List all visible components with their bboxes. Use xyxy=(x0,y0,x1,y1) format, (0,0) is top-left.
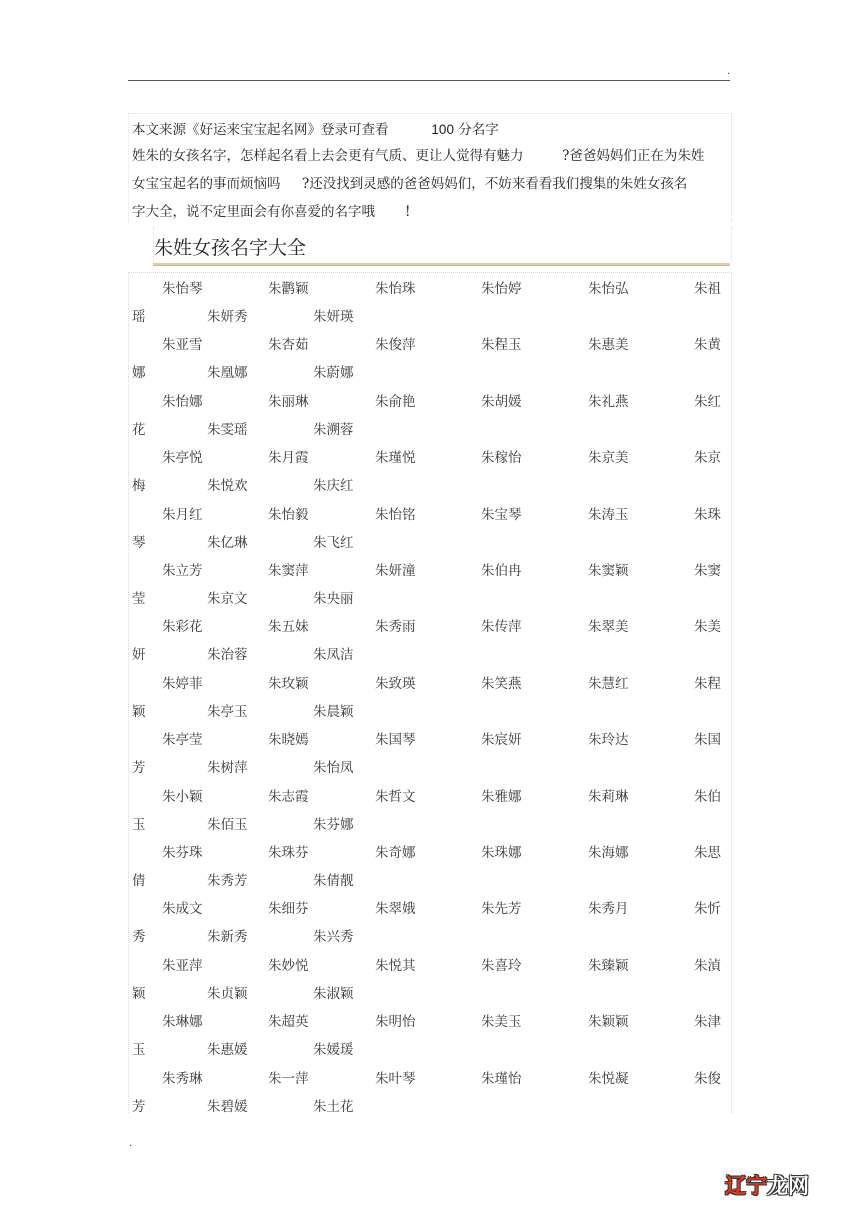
name-item: 朱妍秀 xyxy=(207,309,248,325)
name-item: 朱津 xyxy=(694,1014,721,1031)
name-item: 朱亭莹 xyxy=(162,732,203,749)
name-item: 朱珠 xyxy=(694,506,721,523)
name-item: 朱传萍 xyxy=(481,619,522,636)
name-item: 朱凤洁 xyxy=(313,647,354,664)
name-group xyxy=(129,954,731,1010)
name-group xyxy=(129,446,731,502)
name-item: 朱佰玉 xyxy=(207,816,248,833)
name-item: 朱溯蓉 xyxy=(313,421,354,438)
footer-dot: . xyxy=(129,1138,133,1149)
name-item: 朱秀琳 xyxy=(162,1070,203,1087)
name-item: 朱哲文 xyxy=(375,788,416,805)
name-item: 莹 xyxy=(132,591,146,607)
name-item: 朱媛瑗 xyxy=(313,1042,354,1059)
source-text: 本文来源《好运来宝宝起名网》登录可查看 xyxy=(132,122,389,138)
section-heading-box xyxy=(153,227,732,263)
name-item: 朱悦其 xyxy=(375,957,416,974)
intro-line-1 xyxy=(132,118,499,138)
score-label: 分名字 xyxy=(458,122,499,138)
name-group xyxy=(129,841,731,897)
name-item: 朱程玉 xyxy=(481,337,522,354)
section-heading: 朱姓女孩名字大全 xyxy=(154,237,307,259)
score-number: 100 xyxy=(431,122,454,137)
name-group xyxy=(129,1067,731,1123)
watermark-part-a: 辽宁 xyxy=(725,1174,767,1198)
name-item: 朱怡珠 xyxy=(375,281,416,297)
name-item: 朱央丽 xyxy=(313,591,354,607)
name-item: 朱秀雨 xyxy=(375,619,416,636)
name-item: 朱亿琳 xyxy=(207,534,248,551)
name-item: 朱国 xyxy=(694,732,721,749)
name-item: 朱臻颖 xyxy=(588,957,629,974)
name-item: 朱碧媛 xyxy=(207,1098,248,1115)
name-group xyxy=(129,1010,731,1066)
name-item: 朱月红 xyxy=(162,506,203,523)
name-item: 朱立芳 xyxy=(162,563,203,579)
name-item: 朱秀芳 xyxy=(207,873,248,889)
name-item: 朱治蓉 xyxy=(207,647,248,664)
watermark-part-b: 龙网 xyxy=(767,1174,809,1198)
name-item: 朱怡琴 xyxy=(162,281,203,297)
name-group xyxy=(129,390,731,446)
name-item: 朱惠媛 xyxy=(207,1042,248,1059)
name-item: 朱怡凤 xyxy=(313,760,354,777)
name-item: 朱悦欢 xyxy=(207,478,248,495)
name-item: 梅 xyxy=(132,478,146,495)
intro-line-2 xyxy=(132,144,704,164)
name-group xyxy=(129,785,731,841)
name-item: 朱妍瑛 xyxy=(313,309,354,325)
header-rule xyxy=(128,80,730,81)
name-item: 朱翠美 xyxy=(588,619,629,636)
name-item: 朱瑾怡 xyxy=(481,1070,522,1087)
name-item: 朱淑颖 xyxy=(313,985,354,1002)
name-item: 琴 xyxy=(132,534,146,551)
name-item: 朱秀月 xyxy=(588,901,629,918)
name-item: 朱一萍 xyxy=(268,1070,309,1087)
name-group xyxy=(129,728,731,784)
name-item: 芳 xyxy=(132,1098,146,1115)
name-item: 朱京文 xyxy=(207,591,248,607)
name-item: 娜 xyxy=(132,365,146,382)
name-item: 朱新秀 xyxy=(207,929,248,946)
name-item: 朱喜玲 xyxy=(481,957,522,974)
name-item: 朱稼怡 xyxy=(481,450,522,467)
name-item: 朱杏茹 xyxy=(268,337,309,354)
name-item: 妍 xyxy=(132,647,146,664)
name-item: 朱慧红 xyxy=(588,675,629,692)
name-item: 朱颖颖 xyxy=(588,1014,629,1031)
name-item: 朱窦萍 xyxy=(268,563,309,579)
name-item: 朱树萍 xyxy=(207,760,248,777)
name-item: 朱莉琳 xyxy=(588,788,629,805)
name-item: 花 xyxy=(132,421,146,438)
name-group xyxy=(129,333,731,389)
name-item: 瑶 xyxy=(132,309,146,325)
name-item: 朱成文 xyxy=(162,901,203,918)
name-group xyxy=(129,897,731,953)
name-item: 朱俊 xyxy=(694,1070,721,1087)
name-item: 朱怡婷 xyxy=(481,281,522,297)
name-item: 朱兴秀 xyxy=(313,929,354,946)
name-item: 朱黄 xyxy=(694,337,721,354)
name-item: 朱晨颖 xyxy=(313,703,354,720)
intro-text: 姓朱的女孩名字，怎样起名看上去会更有气质、更让人觉得有魅力 xyxy=(132,148,524,164)
name-item: 朱叶琴 xyxy=(375,1070,416,1087)
name-item: 朱彩花 xyxy=(162,619,203,636)
intro-line-4 xyxy=(132,200,410,220)
name-item: 朱礼燕 xyxy=(588,393,629,410)
name-group xyxy=(129,277,731,333)
name-group xyxy=(129,672,731,728)
name-group xyxy=(129,503,731,559)
name-item: 朱奇娜 xyxy=(375,845,416,861)
name-item: 玉 xyxy=(132,1042,146,1059)
name-group xyxy=(129,559,731,615)
name-item: 朱琳娜 xyxy=(162,1014,203,1031)
name-item: 朱俞艳 xyxy=(375,393,416,410)
name-item: 秀 xyxy=(132,929,146,946)
name-item: 朱贞颖 xyxy=(207,985,248,1002)
name-item: 朱玲达 xyxy=(588,732,629,749)
name-item: 朱珠芬 xyxy=(268,845,309,861)
name-list xyxy=(128,272,732,1113)
name-item: 朱祖 xyxy=(694,281,721,297)
name-item: 朱国琴 xyxy=(375,732,416,749)
name-item: 颖 xyxy=(132,703,146,720)
name-item: 朱亭玉 xyxy=(207,703,248,720)
name-item: 朱晓嫣 xyxy=(268,732,309,749)
name-item: 朱亚雪 xyxy=(162,337,203,354)
name-item: 朱鹳颖 xyxy=(268,281,309,297)
name-item: 朱明怡 xyxy=(375,1014,416,1031)
name-item: 玉 xyxy=(132,816,146,833)
name-item: 朱志霞 xyxy=(268,788,309,805)
name-item: 朱亚萍 xyxy=(162,957,203,974)
name-item: 朱怡娜 xyxy=(162,393,203,410)
name-item: 朱丽琳 xyxy=(268,393,309,410)
name-item: 朱婷菲 xyxy=(162,675,203,692)
heading-underline xyxy=(153,263,730,266)
name-item: 朱凰娜 xyxy=(207,365,248,382)
name-item: 朱超英 xyxy=(268,1014,309,1031)
name-item: 朱先芳 xyxy=(481,901,522,918)
name-item: 朱蔚娜 xyxy=(313,365,354,382)
name-item: 朱忻 xyxy=(694,901,721,918)
name-item: 朱倩靓 xyxy=(313,873,354,889)
name-item: 朱细芬 xyxy=(268,901,309,918)
name-item: 朱美 xyxy=(694,619,721,636)
name-item: 朱雅娜 xyxy=(481,788,522,805)
name-item: 朱庆红 xyxy=(313,478,354,495)
name-item: 朱红 xyxy=(694,393,721,410)
name-item: 朱涛玉 xyxy=(588,506,629,523)
name-item: 朱俊萍 xyxy=(375,337,416,354)
name-item: 朱伯冉 xyxy=(481,563,522,579)
name-item: 朱伯 xyxy=(694,788,721,805)
name-item: 朱笑燕 xyxy=(481,675,522,692)
intro-text: 字大全，说不定里面会有你喜爱的名字哦 xyxy=(132,204,375,220)
name-item: 朱芬珠 xyxy=(162,845,203,861)
name-item: 朱美玉 xyxy=(481,1014,522,1031)
name-item: 朱雯瑶 xyxy=(207,421,248,438)
name-item: 朱宝琴 xyxy=(481,506,522,523)
name-item: 朱宸妍 xyxy=(481,732,522,749)
intro-text: 女宝宝起名的事而烦恼吗 xyxy=(132,176,281,192)
header-dot: . xyxy=(727,66,731,77)
name-item: 朱妙悦 xyxy=(268,957,309,974)
name-item: 朱翠娥 xyxy=(375,901,416,918)
name-item: 朱惠美 xyxy=(588,337,629,354)
name-item: 朱思 xyxy=(694,845,721,861)
name-item: 朱飞红 xyxy=(313,534,354,551)
name-group xyxy=(129,615,731,671)
name-item: 朱怡毅 xyxy=(268,506,309,523)
name-item: 朱瑾悦 xyxy=(375,450,416,467)
intro-text: ! xyxy=(405,204,411,220)
name-item: 朱月霞 xyxy=(268,450,309,467)
name-item: 颖 xyxy=(132,985,146,1002)
name-item: 芳 xyxy=(132,760,146,777)
intro-paragraph xyxy=(128,113,732,222)
name-item: 朱程 xyxy=(694,675,721,692)
name-item: 朱怡铭 xyxy=(375,506,416,523)
intro-text: ?还没找到灵感的爸爸妈妈们，不妨来看看我们搜集的朱姓女孩名 xyxy=(301,176,688,192)
name-item: 朱窦颖 xyxy=(588,563,629,579)
name-item: 朱悦凝 xyxy=(588,1070,629,1087)
name-item: 朱珠娜 xyxy=(481,845,522,861)
name-item: 朱妍潼 xyxy=(375,563,416,579)
name-item: 朱芬娜 xyxy=(313,816,354,833)
intro-text: ?爸爸妈妈们正在为朱姓 xyxy=(562,148,705,164)
name-item: 朱京 xyxy=(694,450,721,467)
name-item: 朱土花 xyxy=(313,1098,354,1115)
name-item: 朱京美 xyxy=(588,450,629,467)
name-item: 朱胡媛 xyxy=(481,393,522,410)
name-item: 朱海娜 xyxy=(588,845,629,861)
name-item: 朱小颖 xyxy=(162,788,203,805)
name-item: 朱窦 xyxy=(694,563,721,579)
name-item: 朱湞 xyxy=(694,957,721,974)
watermark-logo xyxy=(725,1170,809,1200)
name-item: 朱五妹 xyxy=(268,619,309,636)
name-item: 朱亭悦 xyxy=(162,450,203,467)
intro-line-3 xyxy=(132,172,687,192)
name-item: 倩 xyxy=(132,873,146,889)
name-item: 朱致瑛 xyxy=(375,675,416,692)
name-item: 朱怡弘 xyxy=(588,281,629,297)
name-item: 朱玫颖 xyxy=(268,675,309,692)
